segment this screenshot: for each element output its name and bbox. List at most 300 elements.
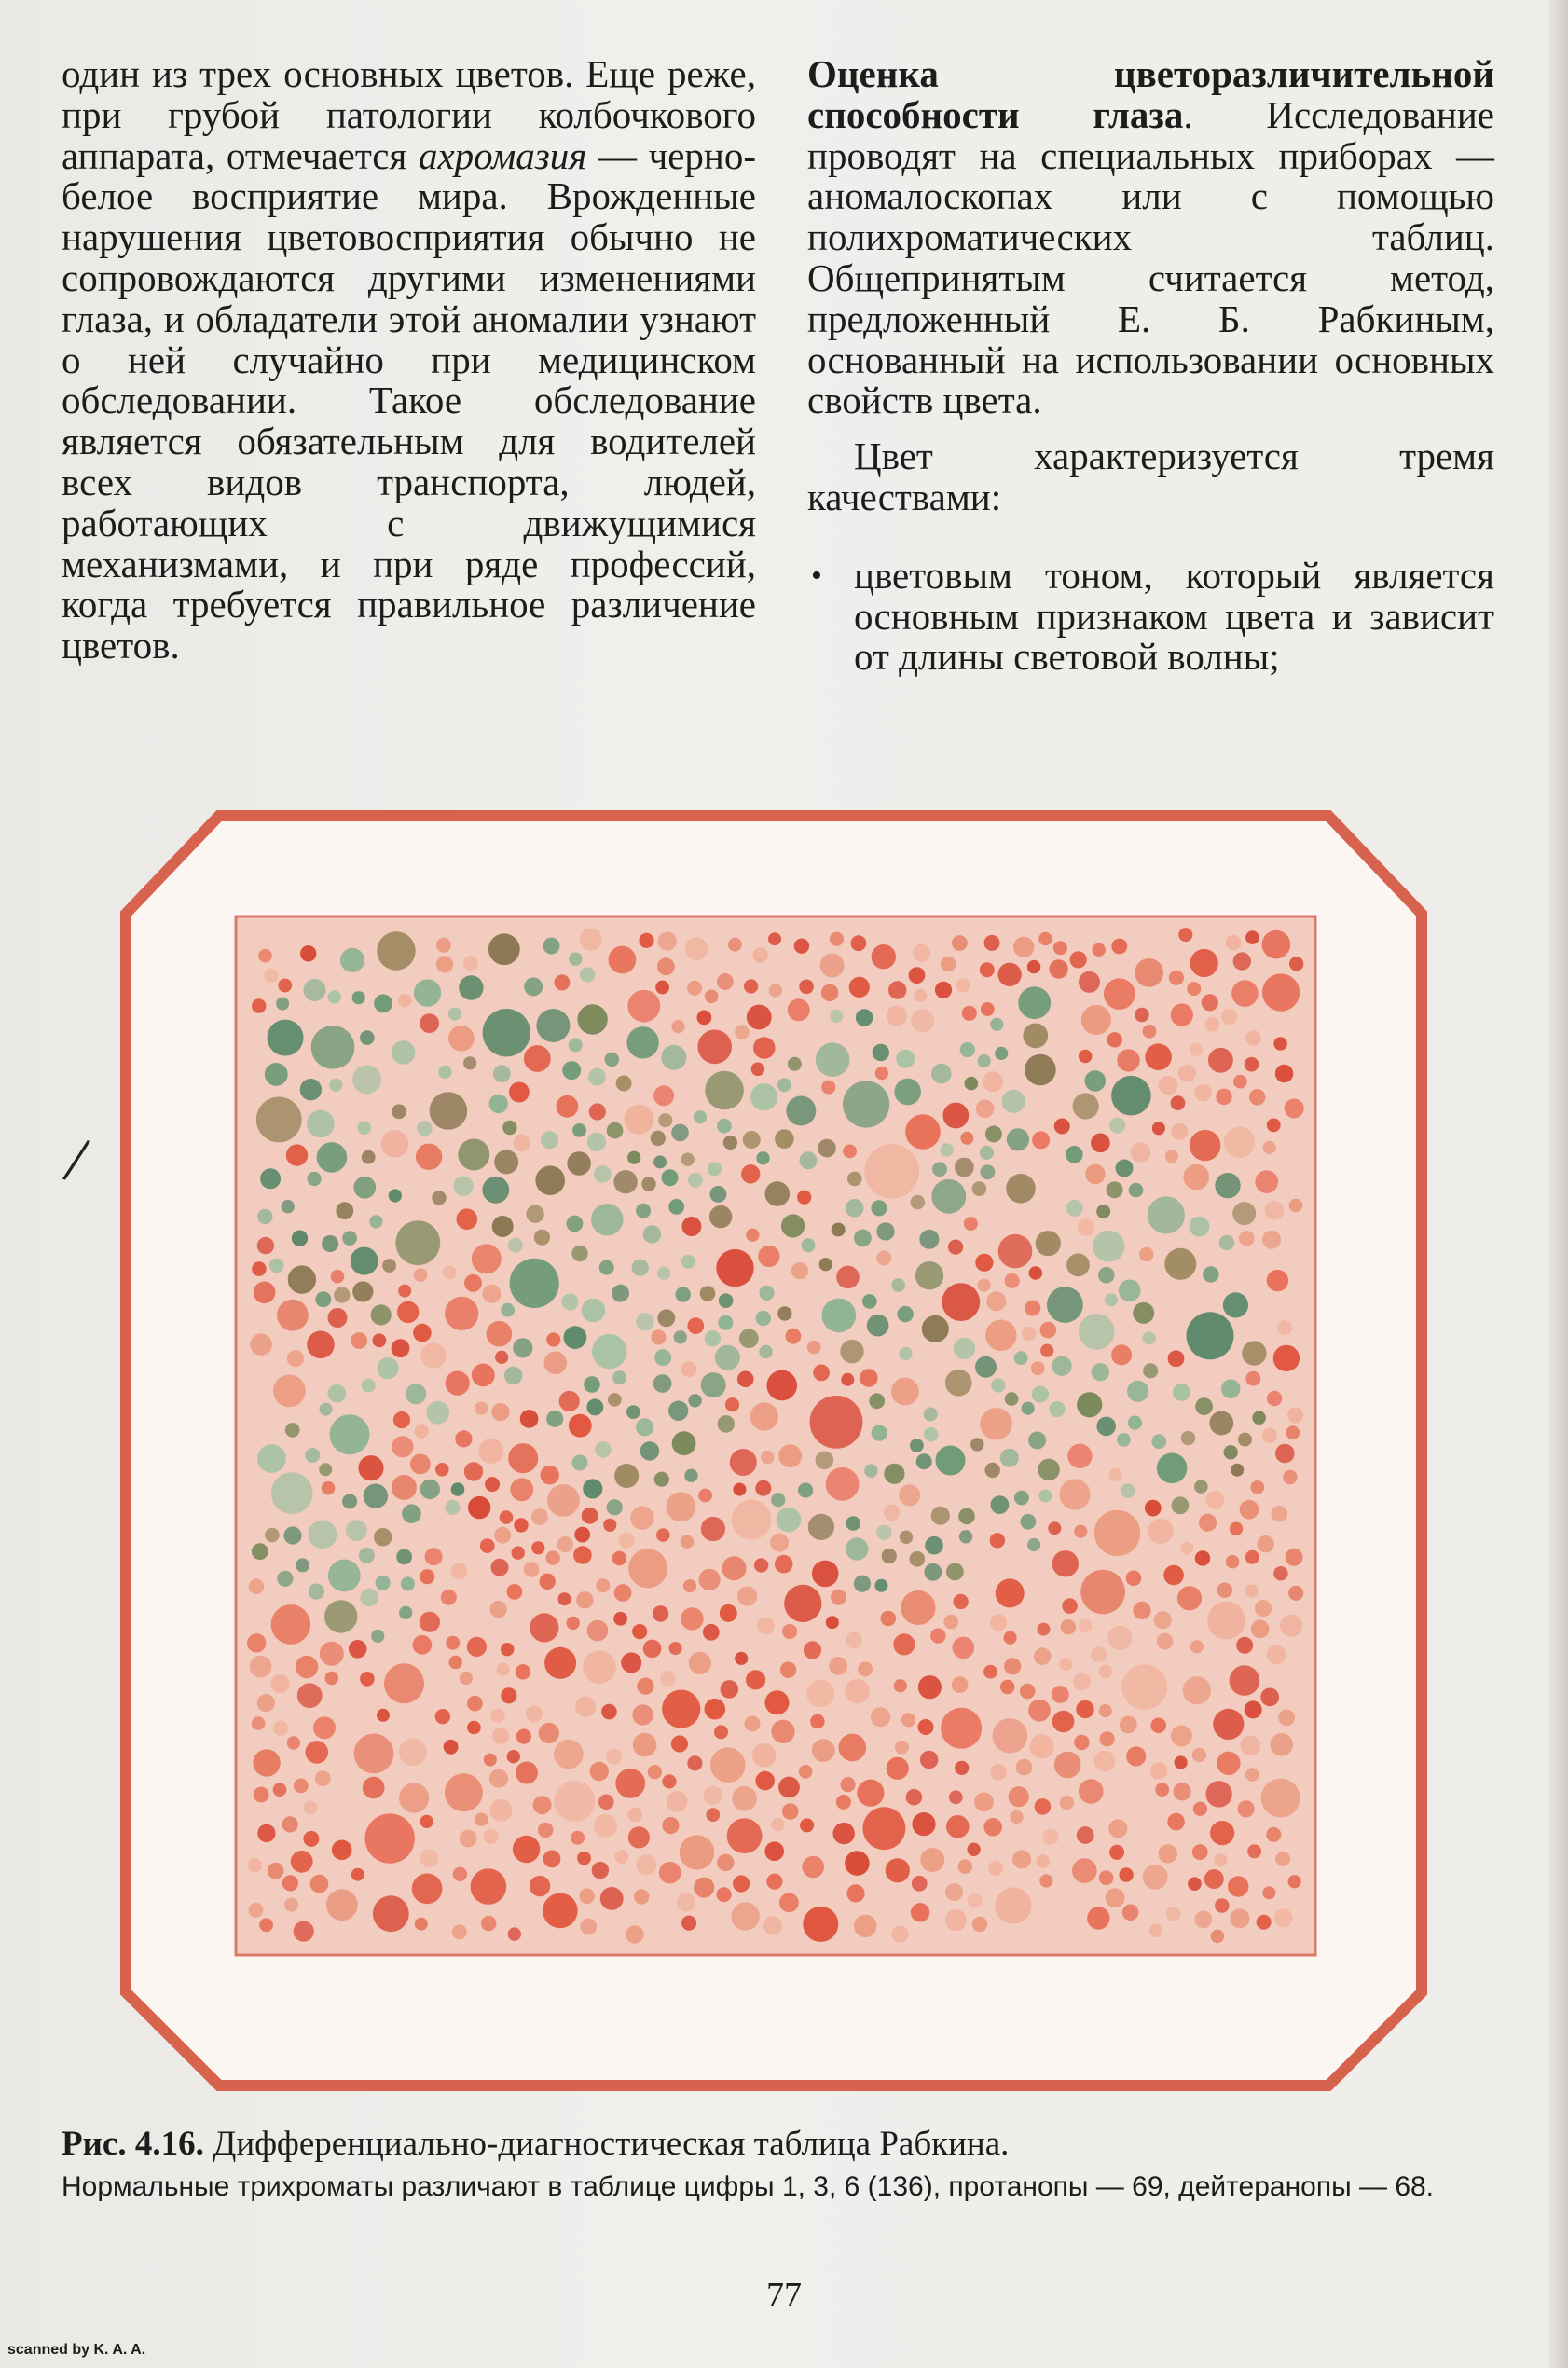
plate-dot: [759, 1286, 774, 1301]
plate-dot: [1116, 1160, 1134, 1177]
plate-dot: [1109, 1845, 1124, 1860]
plate-dot: [810, 1396, 863, 1449]
plate-dot: [1245, 1700, 1262, 1718]
plate-dot: [271, 1604, 311, 1645]
page-number: 77: [766, 2276, 802, 2315]
plate-dot: [1098, 1267, 1115, 1284]
plate-dot: [710, 1747, 746, 1783]
plate-dot: [697, 1011, 712, 1026]
plate-dot: [1139, 1247, 1154, 1262]
plate-dot: [381, 1130, 409, 1158]
plate-dot: [315, 1770, 331, 1786]
plate-dot: [1151, 1434, 1166, 1449]
plate-dot: [833, 1823, 855, 1844]
plate-dot: [392, 1104, 406, 1119]
plate-dot: [541, 1466, 559, 1484]
plate-dot: [1251, 1620, 1270, 1639]
plate-dot: [813, 1365, 830, 1382]
plate-dot: [636, 1418, 653, 1436]
plate-dot: [311, 1026, 355, 1069]
plate-dot: [916, 1453, 932, 1469]
plate-dot: [636, 1854, 656, 1875]
plate-dot: [975, 1254, 993, 1272]
plate-dot: [801, 1238, 815, 1252]
plate-dot: [512, 1546, 525, 1559]
plate-dot: [524, 1562, 540, 1577]
plate-dot: [536, 1009, 570, 1042]
plate-dot: [567, 1216, 584, 1232]
plate-dot: [445, 1297, 478, 1330]
plate-dot: [1285, 1098, 1304, 1118]
plate-dot: [351, 1247, 378, 1275]
plate-dot: [615, 1769, 645, 1798]
plate-dot: [567, 1151, 591, 1176]
plate-dot: [571, 1455, 587, 1471]
plate-dot: [1094, 1510, 1140, 1556]
plate-dot: [745, 1715, 761, 1731]
plate-dot: [876, 1525, 891, 1540]
plate-dot: [725, 1397, 739, 1411]
plate-dot: [754, 1558, 768, 1572]
plate-dot: [876, 1222, 894, 1240]
plate-dot: [467, 1721, 481, 1735]
plate-dot: [252, 998, 266, 1012]
plate-dot: [863, 1807, 906, 1850]
plate-dot: [359, 1548, 375, 1563]
plate-dot: [1131, 1142, 1150, 1162]
bullet-text: цветовым тоном, который является основным признаком цвета и зависит от длины световой волны;: [854, 553, 1494, 679]
plate-dot: [1216, 1089, 1231, 1105]
plate-dot: [975, 1356, 997, 1378]
plate-dot: [475, 1401, 488, 1414]
plate-dot: [1006, 1174, 1036, 1204]
plate-dot: [997, 963, 1021, 986]
plate-dot: [467, 1637, 487, 1657]
plate-dot: [1061, 1619, 1076, 1634]
plate-dot: [1085, 1164, 1105, 1184]
plate-dot: [658, 1113, 672, 1127]
plate-dot: [931, 1507, 950, 1525]
plate-dot: [752, 1743, 777, 1768]
plate-dot: [829, 1657, 847, 1675]
plate-dot: [732, 1786, 757, 1811]
plate-dot: [791, 1262, 808, 1279]
plate-dot: [912, 1812, 935, 1836]
plate-dot: [722, 1556, 747, 1580]
plate-dot: [780, 1662, 796, 1678]
plate-dot: [569, 1414, 592, 1438]
plate-dot: [657, 957, 675, 975]
plate-dot: [463, 956, 478, 971]
plate-dot: [654, 1349, 671, 1366]
plate-dot: [905, 1114, 941, 1150]
plate-dot: [768, 932, 781, 945]
plate-dot: [468, 1496, 490, 1519]
plate-dot: [417, 1121, 433, 1136]
plate-dot: [899, 1347, 912, 1360]
plate-dot: [445, 1773, 483, 1811]
plate-dot: [328, 990, 341, 1003]
plate-dot: [820, 954, 845, 978]
plate-dot: [1178, 1065, 1196, 1082]
plate-dot: [1213, 1709, 1244, 1740]
plate-dot: [1166, 1907, 1181, 1921]
plate-dot: [460, 1672, 473, 1685]
plate-dot: [310, 1875, 329, 1893]
plate-dot: [436, 956, 453, 972]
plate-dot: [252, 1261, 267, 1276]
plate-dot: [558, 1592, 571, 1605]
plate-dot: [257, 1444, 286, 1473]
rabkin-plate-illustration: [117, 806, 1431, 2095]
plate-dot: [941, 957, 956, 971]
plate-dot: [1271, 1733, 1294, 1756]
plate-dot: [985, 1125, 1002, 1142]
plate-dot: [769, 984, 782, 997]
plate-dot: [252, 1543, 268, 1560]
plate-dot: [983, 1665, 997, 1679]
plate-dot: [606, 1748, 622, 1764]
plate-dot: [1217, 1752, 1240, 1775]
left-paragraph: один из трех основных цветов. Еще реже, при грубой патологии колбочкового аппарата, отмечается ахромазия — черно-белое восприятие мира. Врожденные нарушения цветовосприятия обычно не сопровождаются другими изменениями глаза, и обладатели этой аномалии узнают о ней случайно при медицинском обследовании. Такое обследование является обязательным для водителей всех видов транспорта, людей, работающих с движущимися механизмами, и при ряде профессий, когда требуется правильное различение цветов.: [62, 52, 756, 668]
plate-dot: [1079, 1314, 1115, 1350]
plate-dot: [884, 1505, 901, 1521]
plate-dot: [494, 1527, 511, 1544]
plate-dot: [607, 1122, 624, 1139]
plate-dot: [946, 1815, 970, 1838]
plate-dot: [576, 1591, 593, 1608]
plate-dot: [1155, 1783, 1169, 1797]
plate-dot: [1049, 959, 1067, 978]
plate-dot: [826, 1616, 839, 1629]
plate-dot: [990, 1764, 1007, 1781]
plate-dot: [360, 1030, 375, 1045]
plate-dot: [304, 979, 326, 1001]
plate-dot: [1262, 1428, 1277, 1443]
plate-dot: [798, 1482, 813, 1497]
plate-dot: [1013, 937, 1034, 957]
plate-dot: [1121, 1664, 1167, 1710]
plate-dot: [436, 938, 451, 953]
plate-dot: [974, 1793, 994, 1812]
plate-dot: [1039, 1874, 1052, 1887]
plate-dot: [830, 1010, 843, 1023]
plate-dot: [413, 1324, 432, 1342]
pencil-mark: /: [59, 1122, 94, 1198]
plate-dot: [567, 1617, 580, 1630]
plate-dot: [924, 1563, 942, 1581]
plate-dot: [265, 969, 279, 983]
plate-dot: [546, 1332, 560, 1346]
plate-dot: [1245, 1057, 1259, 1072]
plate-dot: [777, 1078, 791, 1092]
plate-dot: [425, 1548, 443, 1565]
plate-dot: [884, 1464, 904, 1484]
plate-dot: [1204, 1869, 1224, 1889]
plate-dot: [285, 1423, 300, 1438]
plate-dot: [812, 1561, 839, 1588]
plate-dot: [911, 1009, 934, 1032]
plate-dot: [925, 1536, 943, 1555]
plate-dot: [392, 1475, 417, 1500]
plate-dot: [1111, 1076, 1151, 1116]
plate-dot: [1027, 1538, 1040, 1551]
plate-dot: [291, 1851, 313, 1873]
plate-dot: [495, 1351, 508, 1364]
plate-dot: [1142, 1331, 1155, 1344]
plate-dot: [983, 1071, 1003, 1092]
plate-dot: [309, 1520, 337, 1549]
plate-dot: [252, 1716, 266, 1730]
plate-dot: [698, 1489, 712, 1503]
plate-dot: [980, 962, 995, 977]
plate-dot: [1048, 1521, 1061, 1535]
plate-dot: [653, 1155, 667, 1168]
plate-dot: [510, 1259, 559, 1308]
plate-dot: [1038, 1623, 1051, 1636]
plate-dot: [543, 1893, 578, 1929]
plate-dot: [1221, 1009, 1237, 1025]
plate-dot: [891, 1378, 919, 1406]
plate-dot: [1022, 1402, 1035, 1415]
plate-dot: [757, 1618, 775, 1635]
plate-dot: [765, 1181, 791, 1206]
plate-dot: [608, 1393, 622, 1407]
plate-dot: [1107, 1626, 1132, 1650]
plate-dot: [1267, 1391, 1282, 1406]
plate-dot: [1025, 1301, 1040, 1316]
plate-dot: [1104, 978, 1135, 1010]
plate-dot: [657, 1267, 670, 1280]
plate-dot: [1117, 1049, 1139, 1071]
plate-dot: [296, 1558, 309, 1572]
plate-dot: [1027, 960, 1040, 973]
plate-dot: [1072, 1858, 1097, 1883]
plate-dot: [777, 1508, 802, 1533]
plate-dot: [818, 1139, 836, 1158]
plate-dot: [1143, 1025, 1157, 1039]
plate-dot: [1245, 1584, 1259, 1597]
plate-dot: [626, 1925, 644, 1944]
plate-dot: [626, 1405, 640, 1419]
plate-dot: [630, 1506, 653, 1529]
plate-dot: [1273, 1037, 1286, 1050]
plate-dot: [732, 1500, 772, 1540]
plate-dot: [446, 1636, 460, 1650]
plate-dot: [1245, 930, 1259, 944]
plate-dot: [770, 1534, 789, 1552]
plate-dot: [1040, 1344, 1053, 1357]
plate-dot: [851, 935, 867, 951]
plate-dot: [526, 1706, 543, 1723]
plate-dot: [1022, 1327, 1036, 1341]
plate-dot: [897, 1306, 913, 1322]
plate-dot: [294, 1921, 314, 1942]
left-column: [62, 54, 756, 667]
plate-dot: [1152, 1122, 1165, 1135]
plate-dot: [1149, 1923, 1163, 1937]
plate-dot: [1251, 1480, 1265, 1494]
plate-dot: [1135, 958, 1163, 987]
plate-dot: [896, 1050, 915, 1068]
plate-dot: [1157, 1453, 1188, 1484]
plate-dot: [633, 1733, 657, 1757]
plate-dot: [507, 1750, 520, 1763]
plate-dot: [583, 1650, 616, 1684]
plate-dot: [891, 1925, 908, 1942]
plate-dot: [654, 1472, 669, 1487]
plate-dot: [960, 1042, 975, 1057]
plate-dot: [326, 1889, 358, 1921]
plate-dot: [1165, 1150, 1178, 1163]
plate-dot: [705, 990, 719, 1004]
plate-dot: [392, 1040, 416, 1065]
plate-dot: [1073, 1093, 1099, 1119]
plate-dot: [985, 1320, 1016, 1351]
plate-dot: [998, 1234, 1033, 1269]
plate-dot: [609, 946, 637, 974]
plate-dot: [1224, 1445, 1238, 1459]
plate-dot: [869, 1393, 885, 1409]
plate-dot: [759, 1345, 772, 1358]
plate-dot: [342, 1231, 357, 1246]
plate-dot: [822, 1299, 857, 1333]
plate-dot: [557, 1536, 573, 1552]
plate-dot: [660, 1671, 676, 1687]
plate-dot: [313, 1716, 336, 1739]
plate-dot: [964, 1217, 978, 1231]
plate-dot: [893, 1633, 915, 1655]
plate-dot: [1214, 1853, 1227, 1866]
plate-dot: [520, 1410, 539, 1428]
plate-dot: [377, 931, 415, 970]
plate-dot: [1262, 1231, 1281, 1249]
plate-dot: [1245, 1371, 1260, 1386]
plate-dot: [398, 1285, 411, 1298]
plate-dot: [1286, 1425, 1300, 1439]
plate-dot: [694, 1110, 707, 1123]
plate-dot: [1190, 1130, 1220, 1161]
plate-dot: [365, 1813, 415, 1863]
plate-dot: [1066, 1200, 1083, 1217]
plate-dot: [561, 1293, 578, 1310]
plate-dot: [349, 1640, 367, 1659]
plate-dot: [685, 937, 708, 960]
plate-dot: [269, 1259, 284, 1273]
plate-dot: [1277, 1320, 1292, 1335]
plate-dot: [501, 1303, 515, 1317]
plate-dot: [516, 1664, 530, 1679]
plate-dot: [546, 1550, 560, 1564]
plate-dot: [788, 1057, 802, 1071]
plate-dot: [591, 1204, 623, 1235]
plate-dot: [393, 1411, 410, 1428]
plate-dot: [497, 1662, 510, 1675]
plate-dot: [1195, 1397, 1213, 1415]
plate-dot: [1004, 1631, 1017, 1645]
plate-dot: [653, 1605, 668, 1621]
plate-dot: [1038, 1459, 1059, 1480]
plate-dot: [504, 1367, 522, 1384]
plate-dot: [930, 1628, 945, 1643]
plate-dot: [481, 1916, 496, 1931]
plate-dot: [1171, 1123, 1188, 1140]
plate-dot: [1038, 932, 1052, 945]
plate-dot: [579, 1889, 595, 1905]
plate-dot: [564, 1326, 587, 1349]
plate-dot: [681, 1361, 697, 1377]
plate-dot: [948, 1240, 963, 1255]
plate-dot: [484, 1829, 499, 1844]
plate-dot: [1275, 1444, 1295, 1464]
plate-dot: [273, 1783, 287, 1797]
plate-dot: [910, 1551, 926, 1567]
plate-dot: [872, 944, 896, 969]
plate-dot: [432, 1191, 446, 1205]
plate-dot: [854, 1230, 872, 1247]
plate-dot: [1080, 1570, 1125, 1615]
plate-dot: [779, 1893, 799, 1912]
plate-dot: [1272, 1506, 1288, 1522]
plate-dot: [983, 1818, 1002, 1837]
plate-dot: [699, 1569, 721, 1590]
plate-dot: [758, 1246, 779, 1267]
plate-dot: [909, 967, 926, 984]
plate-dot: [841, 1373, 854, 1386]
plate-dot: [492, 1216, 514, 1237]
plate-dot: [803, 1907, 838, 1942]
plate-dot: [596, 1578, 610, 1592]
plate-dot: [438, 1066, 451, 1079]
plate-dot: [737, 1587, 757, 1606]
plate-dot: [701, 1372, 726, 1397]
plate-dot: [460, 1830, 477, 1848]
plate-dot: [960, 1132, 973, 1145]
plate-dot: [681, 1217, 701, 1236]
plate-dot: [420, 1569, 434, 1584]
plate-dot: [981, 1164, 996, 1179]
plate-dot: [1074, 1735, 1089, 1750]
plate-dot: [1081, 1005, 1111, 1035]
plate-dot: [309, 1584, 324, 1600]
plate-dot: [1286, 1549, 1303, 1566]
plate-dot: [807, 1680, 835, 1708]
plate-dot: [336, 1202, 353, 1219]
plate-dot: [735, 1025, 749, 1039]
plate-dot: [1038, 1490, 1052, 1503]
plate-dot: [627, 990, 660, 1023]
plate-dot: [956, 979, 970, 993]
plate-dot: [1070, 951, 1087, 968]
plate-dot: [258, 949, 272, 963]
plate-dot: [687, 1755, 702, 1770]
plate-dot: [441, 1590, 457, 1605]
plate-dot: [544, 1647, 576, 1679]
plate-dot: [587, 1620, 609, 1642]
plate-dot: [958, 1508, 975, 1525]
plate-dot: [472, 1244, 502, 1273]
plate-dot: [751, 1063, 765, 1077]
plate-dot: [1023, 1024, 1048, 1049]
plate-dot: [395, 1220, 440, 1265]
plate-dot: [788, 998, 810, 1021]
plate-dot: [1100, 1731, 1115, 1746]
plate-dot: [603, 1519, 616, 1532]
plate-dot: [1049, 1401, 1065, 1417]
plate-dot: [1087, 1907, 1109, 1929]
plate-dot: [922, 1315, 949, 1342]
plate-dot: [362, 1150, 376, 1164]
